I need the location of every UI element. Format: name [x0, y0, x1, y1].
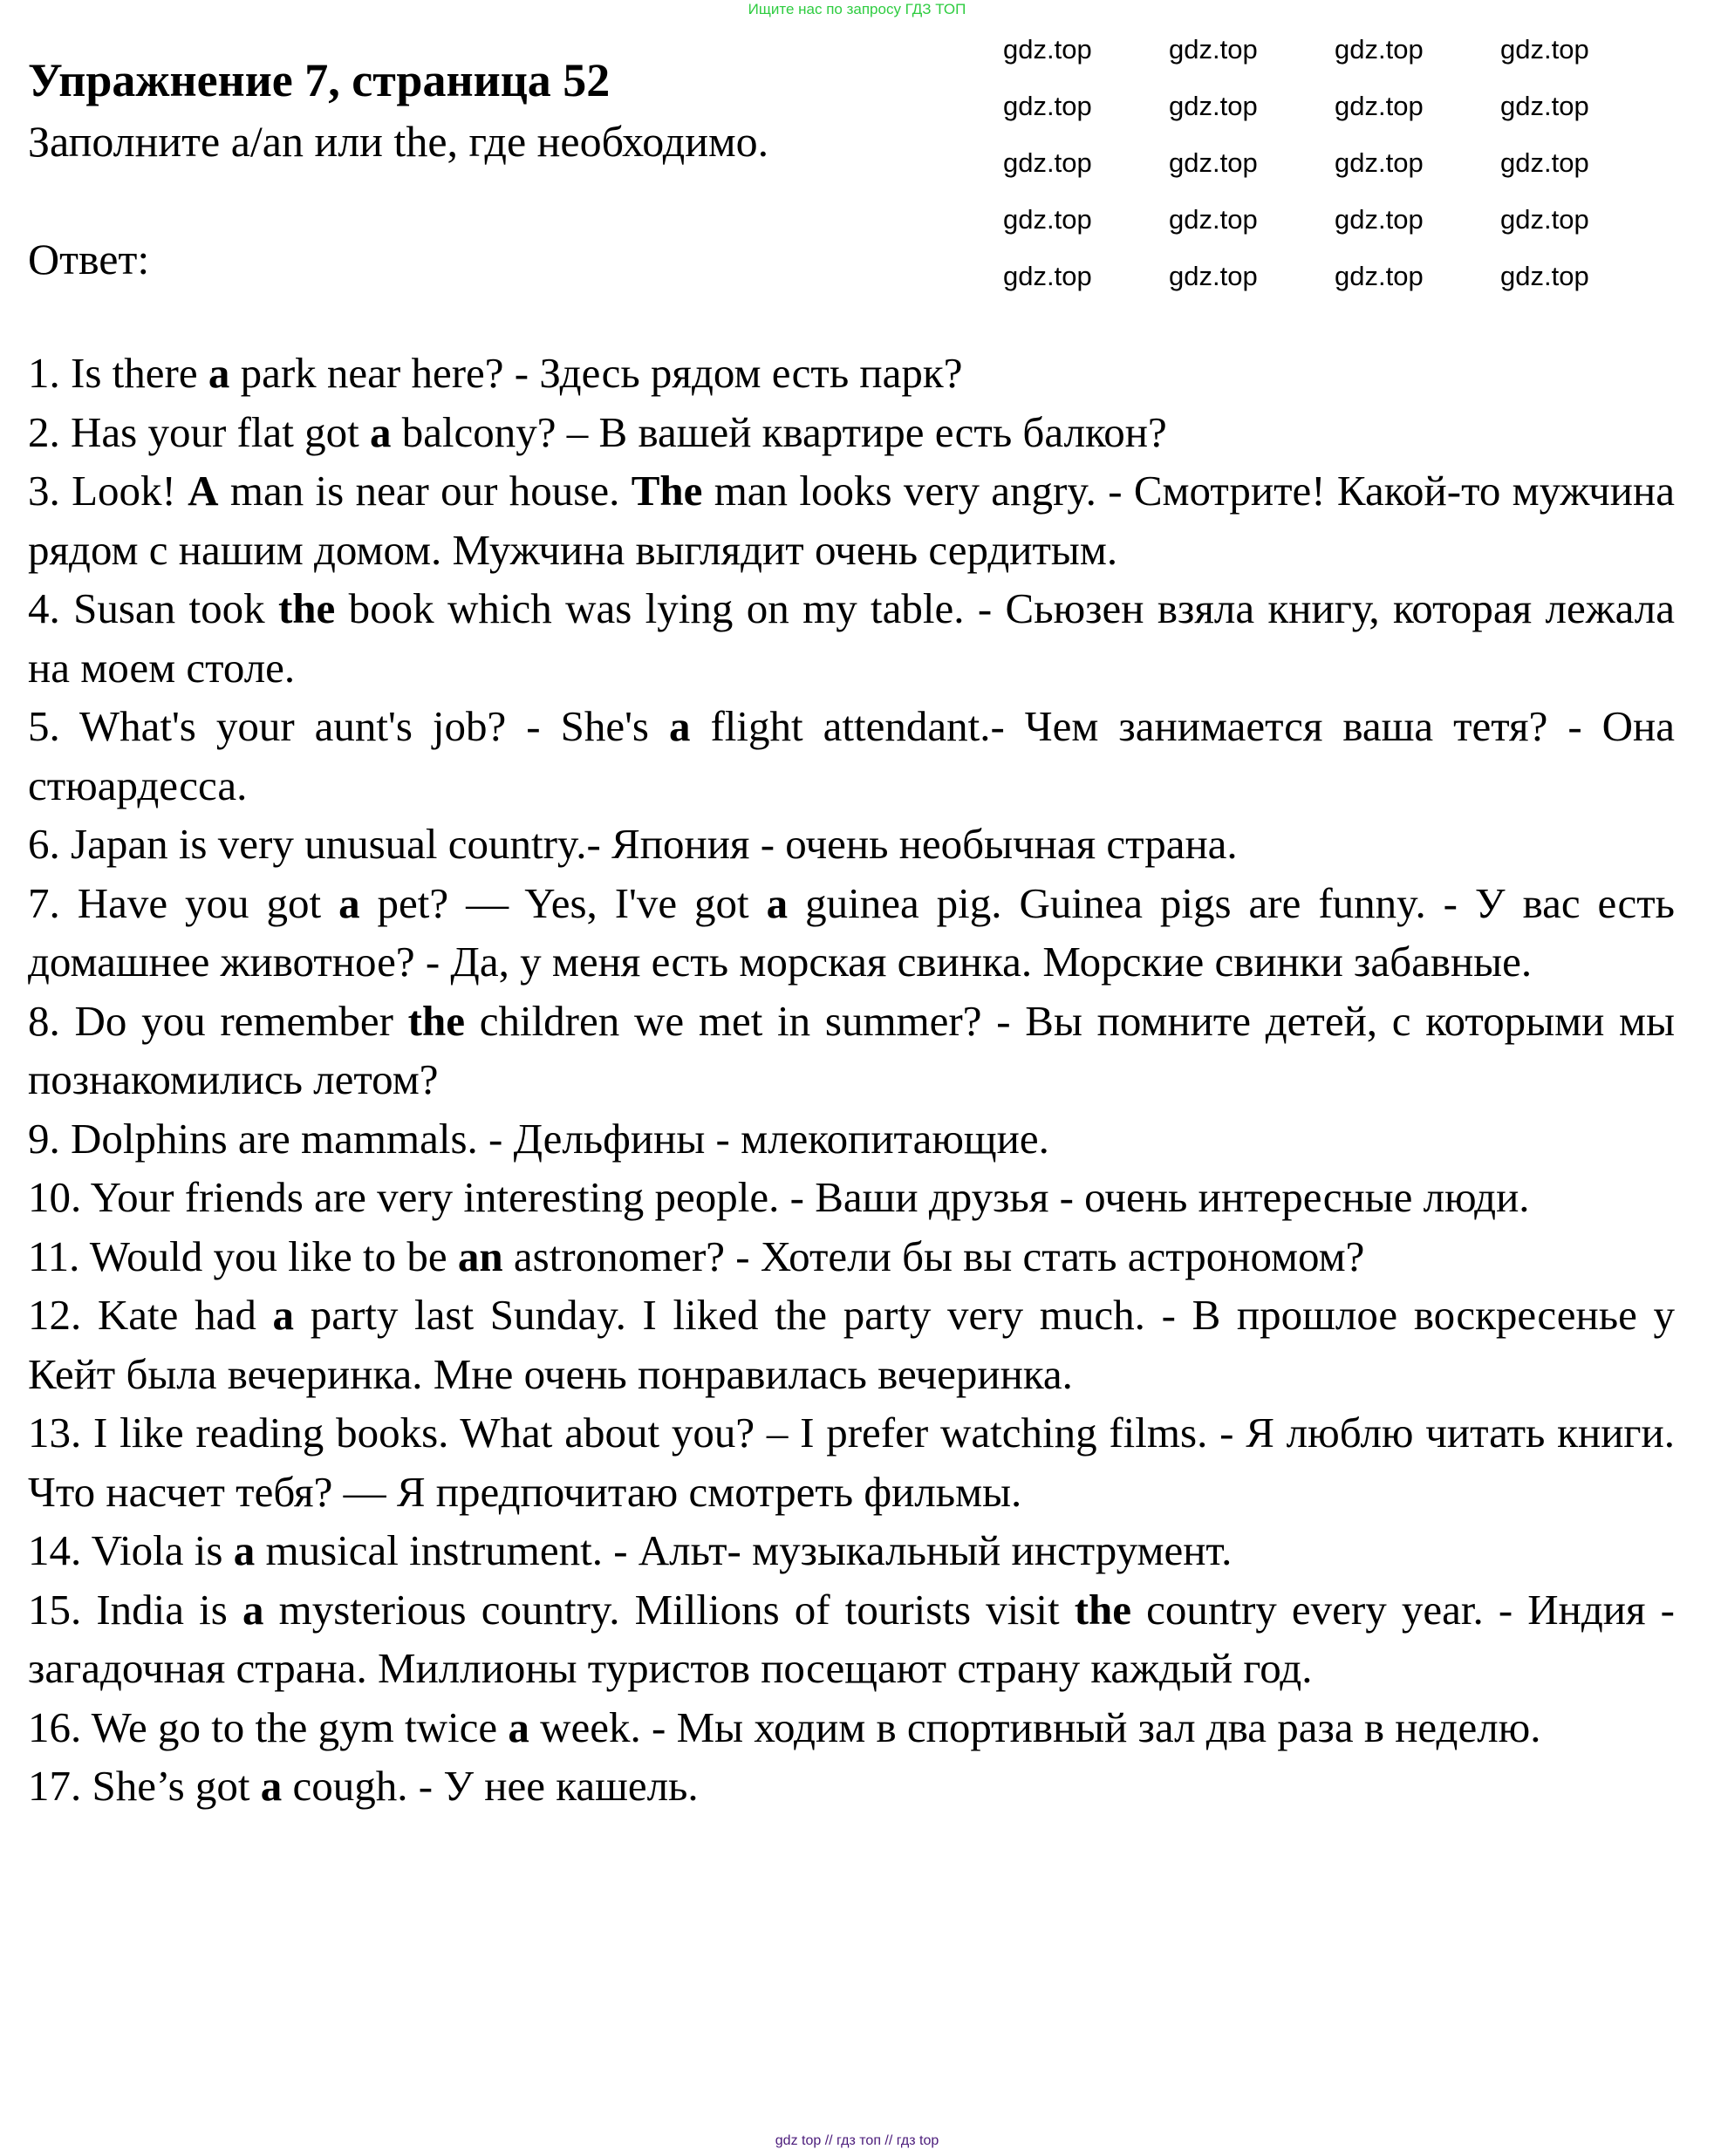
article-answer: a: [272, 1291, 295, 1339]
watermark: gdz.top: [1500, 204, 1589, 235]
answer-label: Ответ:: [28, 235, 150, 283]
watermark: gdz.top: [1335, 261, 1424, 291]
watermark: gdz.top: [1003, 147, 1092, 178]
item-text: musical instrument. - Альт- музыкальный инструмент.: [255, 1526, 1233, 1574]
watermark: gdz.top: [1500, 261, 1589, 291]
item-text: 12. Kate had: [28, 1291, 273, 1339]
answer-item: [28, 1109, 1675, 1169]
item-text: party last Sunday. I liked the party very much. - В прошлое воскресенье у Кейт была вечеринка. Мне очень понравилась вечеринка.: [28, 1291, 1675, 1398]
item-text: man is near our house.: [218, 467, 632, 515]
item-text: balcony? – В вашей квартире есть балкон?: [391, 407, 1167, 456]
article-answer: the: [1074, 1585, 1132, 1634]
answer-item: [28, 579, 1675, 697]
article-answer: a: [508, 1702, 529, 1751]
answer-item: [28, 344, 1675, 403]
item-text: 3. Look!: [28, 467, 188, 515]
article-answer: a: [208, 349, 230, 397]
item-text: mysterious country. Millions of tourists visit: [263, 1585, 1075, 1634]
item-text: book which was lying on my table. - Сьюзен взяла книгу, которая лежала на моем столе.: [28, 584, 1675, 692]
item-text: park near here? - Здесь рядом есть парк?: [229, 349, 963, 397]
answer-item: [28, 992, 1675, 1109]
answer-item: [28, 1168, 1675, 1227]
watermark: gdz.top: [1500, 34, 1589, 65]
item-text: 7. Have you got: [28, 878, 339, 927]
answer-item: [28, 1227, 1675, 1286]
watermark: gdz.top: [1169, 261, 1258, 291]
item-text: 16. We go to the gym twice: [28, 1702, 509, 1751]
bottom-watermark: gdz top // гдз топ // гдз top: [775, 2133, 939, 2148]
answer-item: [28, 1698, 1675, 1757]
item-text: country every year. - Индия - загадочная страна. Миллионы туристов посещают страну каждый год.: [28, 1585, 1675, 1692]
watermark: gdz.top: [1169, 91, 1258, 121]
item-text: children we met in summer? - Вы помните детей, с которыми мы познакомились летом?: [28, 996, 1675, 1103]
watermark: gdz.top: [1003, 91, 1092, 121]
answer-item: [28, 1580, 1675, 1698]
item-text: flight attendant.- Чем занимается ваша тетя? - Она стюардесса.: [28, 702, 1676, 809]
watermark: gdz.top: [1169, 34, 1258, 65]
item-text: 14. Viola is: [28, 1526, 234, 1574]
item-text: man looks very angry. - Смотрите! Какой-то мужчина рядом с нашим домом. Мужчина выглядит очень сердитым.: [28, 467, 1675, 574]
item-text: 11. Would you like to be: [28, 1232, 458, 1280]
watermark: gdz.top: [1003, 261, 1092, 291]
article-answer: a: [338, 878, 360, 927]
item-text: 15. India is: [28, 1585, 242, 1634]
answer-list: [28, 344, 1675, 1816]
watermark: gdz.top: [1169, 147, 1258, 178]
item-text: 17. She’s got: [28, 1762, 261, 1810]
item-text: 2. Has your flat got: [28, 407, 370, 456]
watermark: gdz.top: [1003, 34, 1092, 65]
item-text: 13. I like reading books. What about you? – I prefer watching films. - Я люблю читать книги. Что насчет тебя? — Я предпочитаю смотреть фильмы.: [28, 1409, 1675, 1516]
watermark: gdz.top: [1169, 204, 1258, 235]
page-title: Упражнение 7, страница 52: [28, 54, 611, 106]
article-answer: a: [766, 878, 789, 927]
answer-item: [28, 1403, 1675, 1521]
article-answer: a: [669, 702, 691, 750]
answer-item: [28, 697, 1675, 815]
item-text: 1. Is there: [28, 349, 208, 397]
top-search-hint: Ищите нас по запросу ГДЗ ТОП: [748, 1, 966, 17]
item-text: week. - Мы ходим в спортивный зал два раза в неделю.: [529, 1702, 1541, 1751]
item-text: 4. Susan took: [28, 584, 278, 632]
watermark: gdz.top: [1003, 204, 1092, 235]
article-answer: the: [277, 584, 336, 632]
article-answer: an: [457, 1232, 503, 1280]
watermark: gdz.top: [1500, 91, 1589, 121]
item-text: 8. Do you remember: [28, 996, 408, 1045]
item-text: 9. Dolphins are mammals. - Дельфины - млекопитающие.: [28, 1114, 1049, 1163]
article-answer: a: [260, 1762, 283, 1810]
answer-item: [28, 1521, 1675, 1580]
item-text: pet? — Yes, I've got: [359, 878, 767, 927]
answer-item: [28, 461, 1675, 579]
article-answer: a: [233, 1526, 256, 1574]
item-text: 10. Your friends are very interesting people. - Ваши друзья - очень интересные люди.: [28, 1173, 1530, 1221]
article-answer: a: [242, 1585, 264, 1634]
article-answer: a: [369, 407, 392, 456]
answer-item: [28, 403, 1675, 462]
answer-item: [28, 815, 1675, 874]
article-answer: the: [407, 996, 465, 1045]
item-text: astronomer? - Хотели бы вы стать астрономом?: [502, 1232, 1365, 1280]
watermark: gdz.top: [1500, 147, 1589, 178]
article-answer: A: [188, 467, 219, 515]
item-text: 6. Japan is very unusual country.- Япония - очень необычная страна.: [28, 820, 1238, 868]
item-text: 5. What's your aunt's job? - She's: [28, 702, 669, 750]
article-answer: The: [631, 467, 703, 515]
watermark: gdz.top: [1335, 204, 1424, 235]
watermark: gdz.top: [1335, 34, 1424, 65]
answer-item: [28, 1286, 1675, 1403]
task-instruction: Заполните a/an или the, где необходимо.: [28, 117, 769, 166]
item-text: guinea pig. Guinea pigs are funny. - У вас есть домашнее животное? - Да, у меня есть морская свинка. Морские свинки забавные.: [28, 878, 1675, 986]
watermark: gdz.top: [1335, 147, 1424, 178]
answer-item: [28, 1757, 1675, 1816]
answer-item: [28, 874, 1675, 992]
watermark: gdz.top: [1335, 91, 1424, 121]
item-text: cough. - У нее кашель.: [282, 1762, 699, 1810]
